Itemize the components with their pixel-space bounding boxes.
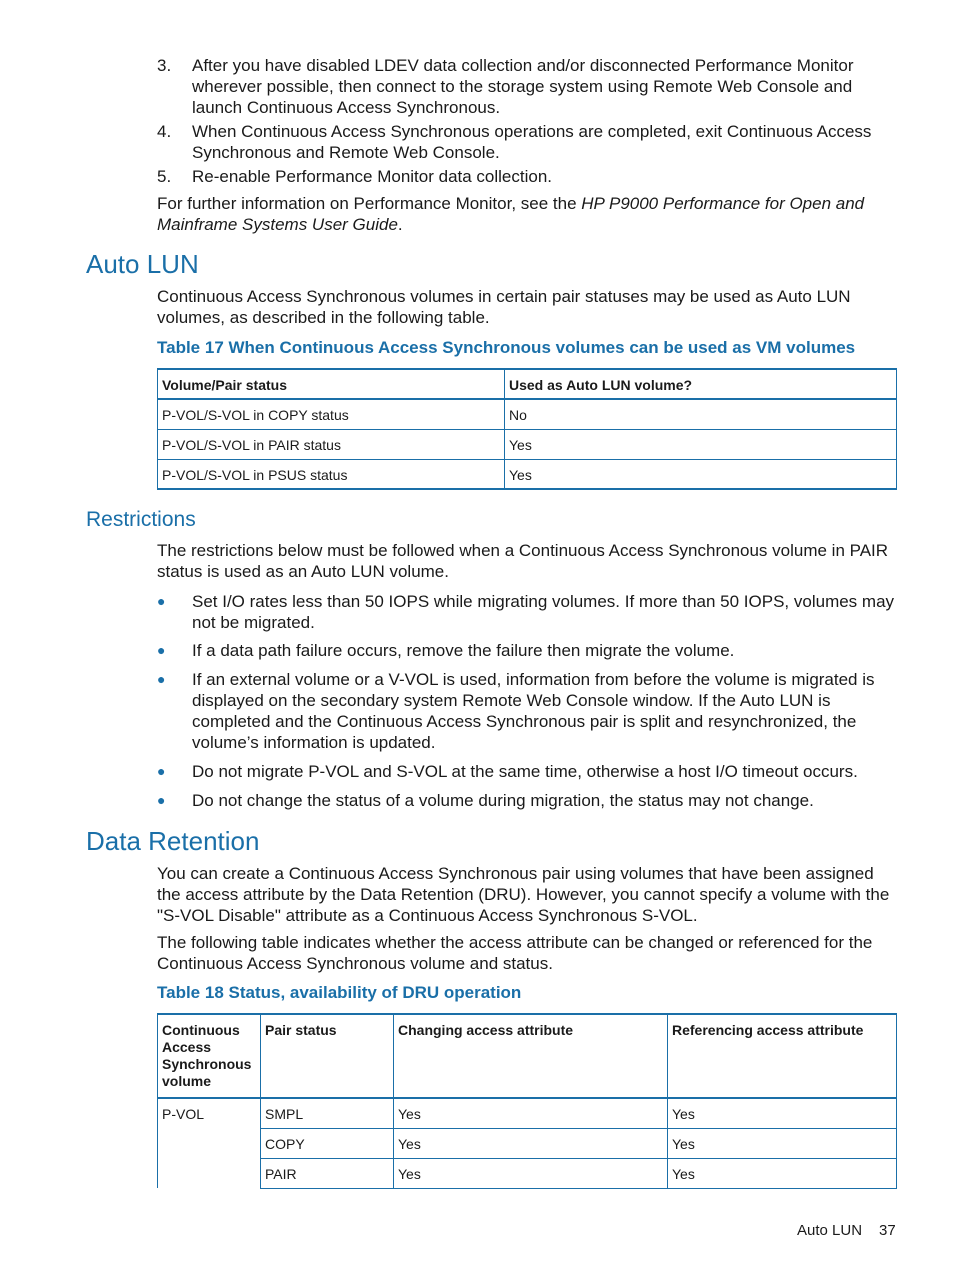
bullet-text: Set I/O rates less than 50 IOPS while migrating volumes. If more than 50 IOPS, volumes may not be migrated. (192, 592, 895, 632)
list-number: 3. (157, 56, 172, 75)
table17-caption: Table 17 When Continuous Access Synchronous volumes can be used as VM volumes (157, 338, 856, 357)
table-header: Changing access attribute (394, 1014, 668, 1098)
bullet-item (157, 640, 902, 661)
table-cell: P-VOL/S-VOL in PAIR status (158, 429, 505, 459)
table18-caption: Table 18 Status, availability of DRU operation (157, 983, 522, 1002)
table-cell: Yes (668, 1098, 897, 1128)
table-header: Continuous Access Synchronous volume (158, 1014, 261, 1098)
table-cell: SMPL (261, 1098, 394, 1128)
table-header-row (158, 369, 897, 399)
bullet-item (157, 790, 902, 811)
bullet-text: If an external volume or a V-VOL is used, information from before the volume is migrated is displayed on the secondary system Remote Web Console window. If the Auto LUN is completed and the Continuous Access Synchronous pair is split and resynchronized, the volume’s information is updated. (192, 670, 875, 752)
data-retention-paragraph-2: The following table indicates whether the access attribute can be changed or referenced for the Continuous Access Synchronous volume and status. (157, 933, 873, 973)
data-retention-heading: Data Retention (86, 826, 260, 856)
list-number: 5. (157, 167, 172, 186)
table-cell: Yes (394, 1158, 668, 1188)
table-cell: P-VOL (158, 1098, 261, 1188)
table-header: Volume/Pair status (158, 369, 505, 399)
bullet-text: If a data path failure occurs, remove the failure then migrate the volume. (192, 641, 735, 660)
table-row (158, 1098, 897, 1128)
table18 (157, 1013, 897, 1189)
table-row (158, 1158, 897, 1188)
table-cell: P-VOL/S-VOL in COPY status (158, 399, 505, 429)
page-number: 37 (879, 1222, 896, 1239)
table-cell: Yes (394, 1128, 668, 1158)
table-cell: PAIR (261, 1158, 394, 1188)
table-row (158, 399, 897, 429)
further-info-suffix: . (397, 215, 403, 234)
bullet-item (157, 591, 902, 633)
table-header-row (158, 1014, 897, 1098)
list-text: Re-enable Performance Monitor data collection. (192, 167, 553, 186)
data-retention-paragraph-1: You can create a Continuous Access Synchronous pair using volumes that have been assigned the access attribute by the Data Retention (DRU). However, you cannot specify a volume with the "S-VOL Disable" attribute as a Continuous Access Synchronous S-VOL. (157, 864, 890, 925)
table-header: Used as Auto LUN volume? (505, 369, 897, 399)
bullet-icon: ● (157, 593, 166, 609)
list-text: When Continuous Access Synchronous operations are completed, exit Continuous Access Synchronous and Remote Web Console. (192, 122, 872, 162)
restrictions-paragraph: The restrictions below must be followed when a Continuous Access Synchronous volume in PAIR status is used as an Auto LUN volume. (157, 541, 889, 581)
guide-title: HP P9000 Performance for Open and Mainframe Systems User Guide (157, 194, 865, 234)
bullet-text: Do not migrate P-VOL and S-VOL at the same time, otherwise a host I/O timeout occurs. (192, 762, 858, 781)
bullet-icon: ● (157, 763, 166, 779)
list-number: 4. (157, 122, 172, 141)
table-cell: P-VOL/S-VOL in PSUS status (158, 459, 505, 489)
table-cell: COPY (261, 1128, 394, 1158)
table-header: Referencing access attribute (668, 1014, 897, 1098)
table-cell: Yes (505, 459, 897, 489)
table-row (158, 429, 897, 459)
table-cell: Yes (668, 1158, 897, 1188)
list-text: After you have disabled LDEV data collection and/or disconnected Performance Monitor wherever possible, then connect to the storage system using Remote Web Console and launch Continuous Access Synchronous. (192, 56, 854, 117)
bullet-item (157, 761, 902, 782)
further-info-paragraph (157, 193, 902, 235)
table-row (158, 1128, 897, 1158)
restrictions-heading: Restrictions (86, 508, 196, 531)
table-header: Pair status (261, 1014, 394, 1098)
table-cell: Yes (668, 1128, 897, 1158)
bullet-text: Do not change the status of a volume during migration, the status may not change. (192, 791, 814, 810)
table17 (157, 368, 897, 490)
list-item (157, 166, 902, 187)
auto-lun-heading: Auto LUN (86, 249, 199, 279)
footer-section: Auto LUN (797, 1222, 863, 1239)
list-item (157, 121, 902, 163)
table-cell: No (505, 399, 897, 429)
bullet-item (157, 669, 902, 753)
auto-lun-paragraph: Continuous Access Synchronous volumes in certain pair statuses may be used as Auto LUN volumes, as described in the following table. (157, 287, 851, 327)
bullet-icon: ● (157, 671, 166, 687)
list-item (157, 55, 902, 118)
bullet-icon: ● (157, 792, 166, 808)
table-cell: Yes (505, 429, 897, 459)
bullet-icon: ● (157, 642, 166, 658)
table-row (158, 459, 897, 489)
table-cell: Yes (394, 1098, 668, 1128)
further-info-prefix: For further information on Performance Monitor, see the (157, 194, 582, 213)
